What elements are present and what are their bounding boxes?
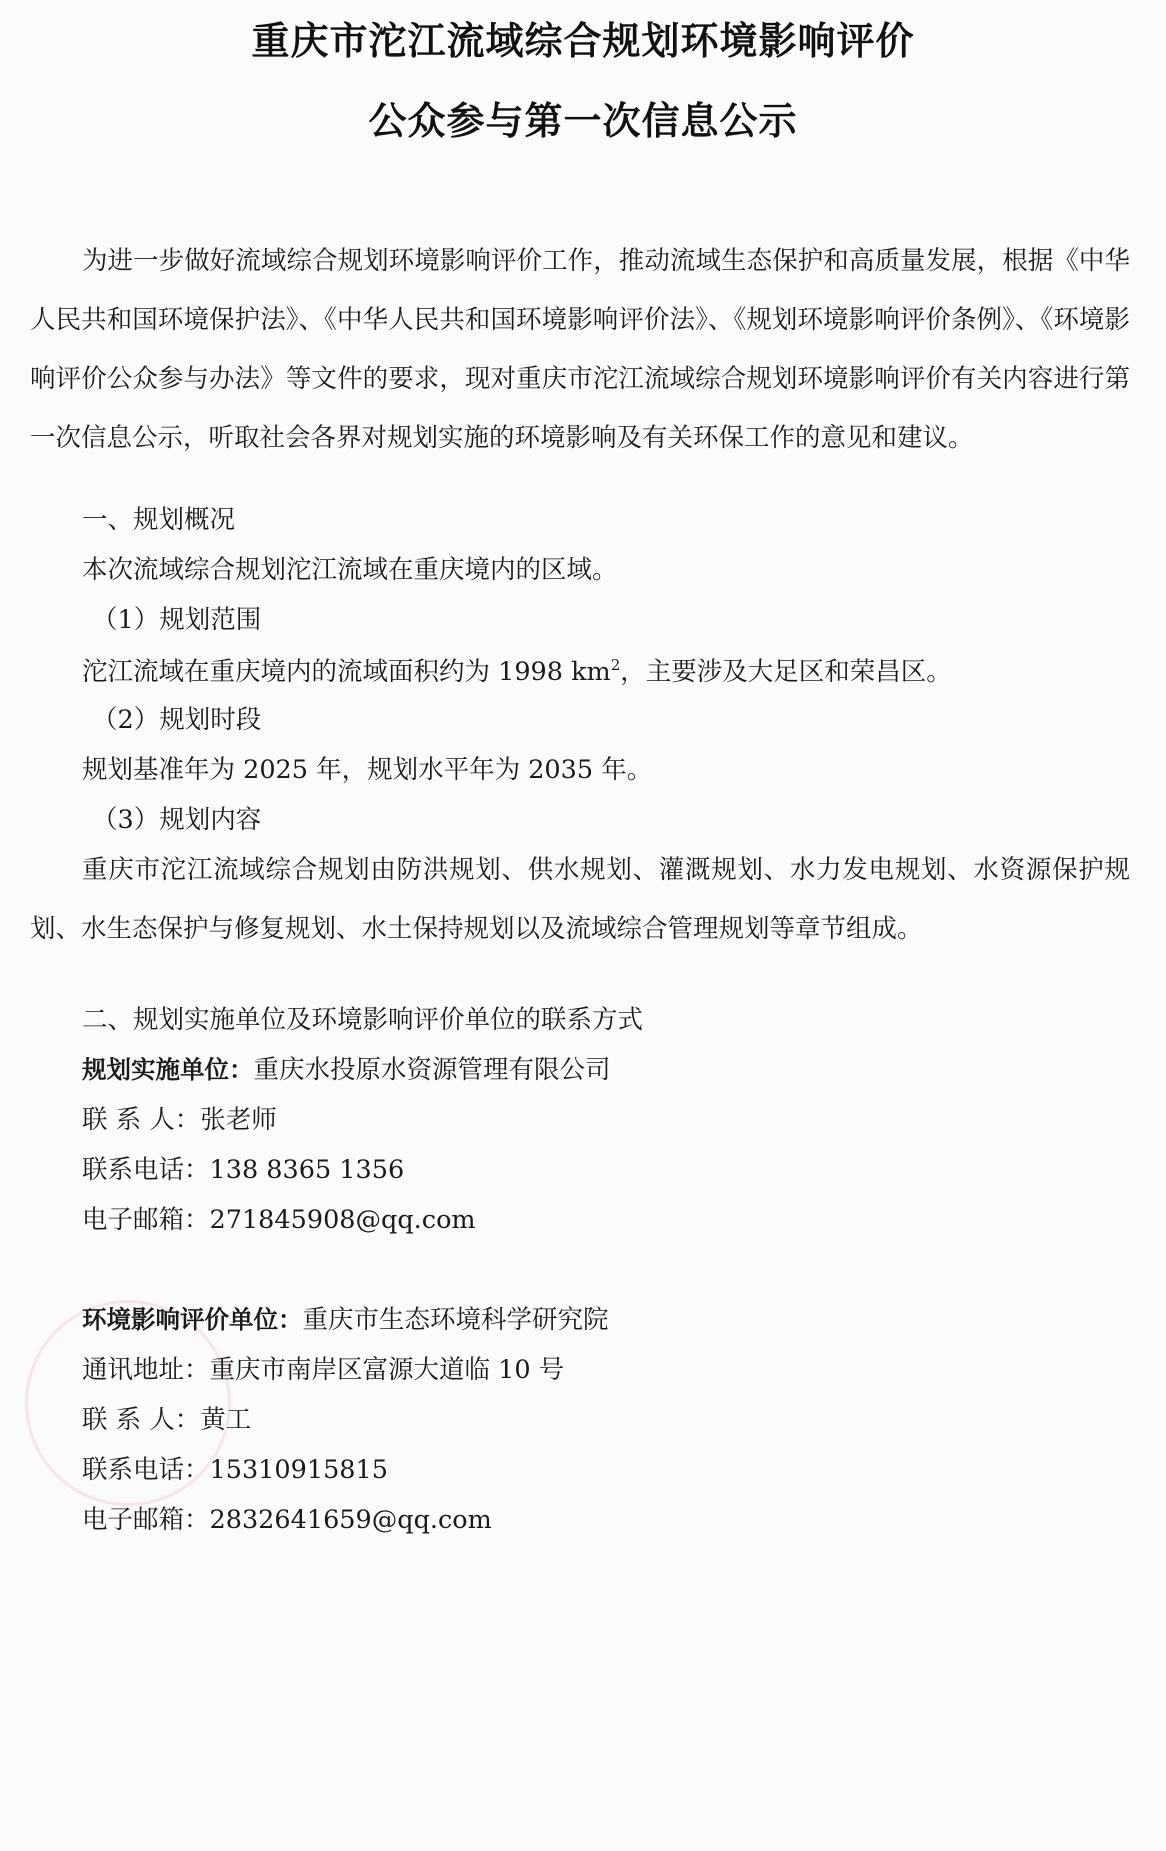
evaluator-contact: 黄工: [200, 1405, 252, 1435]
scope-superscript: 2: [610, 656, 621, 674]
implementer-name: 重庆水投原水资源管理有限公司: [253, 1055, 611, 1085]
evaluator-email-label: 电子邮箱：: [82, 1505, 210, 1535]
evaluator-phone-label: 联系电话：: [82, 1455, 210, 1485]
implementer-phone: 138 8365 1356: [209, 1155, 405, 1185]
implementer-email-row: [82, 1205, 476, 1235]
evaluator-email-row: [82, 1505, 492, 1535]
evaluator-address: 重庆市南岸区富源大道临 10 号: [209, 1355, 565, 1385]
evaluator-contact-row: [82, 1405, 252, 1435]
implementer-email-label: 电子邮箱：: [82, 1205, 210, 1235]
scope-text-tail: ，主要涉及大足区和荣昌区。: [620, 657, 952, 687]
evaluator-phone: 15310915815: [209, 1455, 388, 1485]
section1-heading: 一、规划概况: [82, 505, 236, 535]
implementer-phone-row: [82, 1155, 405, 1185]
intro-paragraph: 为进一步做好流域综合规划环境影响评价工作，推动流域生态保护和高质量发展，根据《中华人民共和国环境保护法》、《中华人民共和国环境影响评价法》、《规划环境影响评价条例》、《环境影响评价公众参与办法》等文件的要求，现对重庆市沱江流域综合规划环境影响评价有关内容进行第一次信息公示，听取社会各界对规划实施的环境影响及有关环保工作的意见和建议。: [30, 246, 1130, 453]
period-text: 规划基准年为 2025 年，规划水平年为 2035 年。: [82, 755, 653, 785]
section1-summary: 本次流域综合规划沱江流域在重庆境内的区域。: [82, 555, 618, 585]
scope-heading: （1）规划范围: [92, 605, 262, 635]
evaluator-address-row: [82, 1355, 565, 1385]
evaluator-label: 环境影响评价单位：: [82, 1305, 303, 1334]
scope-text: [82, 658, 952, 686]
evaluator-address-label: 通讯地址：: [82, 1355, 210, 1385]
implementer-row: [82, 1055, 611, 1085]
implementer-label: 规划实施单位：: [82, 1055, 254, 1084]
evaluator-row: [82, 1305, 609, 1335]
period-heading: （2）规划时段: [92, 705, 262, 735]
implementer-contact: 张老师: [200, 1105, 277, 1135]
evaluator-email: 2832641659@qq.com: [209, 1505, 492, 1535]
document-title-line1: 重庆市沱江流域综合规划环境影响评价: [251, 19, 915, 63]
evaluator-phone-row: [82, 1455, 388, 1485]
content-text: 重庆市沱江流域综合规划由防洪规划、供水规划、灌溉规划、水力发电规划、水资源保护规划、水生态保护与修复规划、水土保持规划以及流域综合管理规划等章节组成。: [30, 855, 1130, 944]
implementer-phone-label: 联系电话：: [82, 1155, 210, 1185]
evaluator-contact-label: 联 系 人：: [82, 1405, 201, 1435]
implementer-contact-row: [82, 1105, 277, 1135]
content-heading: （3）规划内容: [92, 805, 262, 835]
implementer-contact-label: 联 系 人：: [82, 1105, 201, 1135]
document-title-line2: 公众参与第一次信息公示: [368, 99, 798, 143]
evaluator-name: 重庆市生态环境科学研究院: [302, 1305, 609, 1335]
implementer-email: 271845908@qq.com: [209, 1205, 476, 1235]
section2-heading: 二、规划实施单位及环境影响评价单位的联系方式: [82, 1005, 644, 1035]
scope-text-main: 沱江流域在重庆境内的流域面积约为 1998 km: [82, 657, 611, 687]
